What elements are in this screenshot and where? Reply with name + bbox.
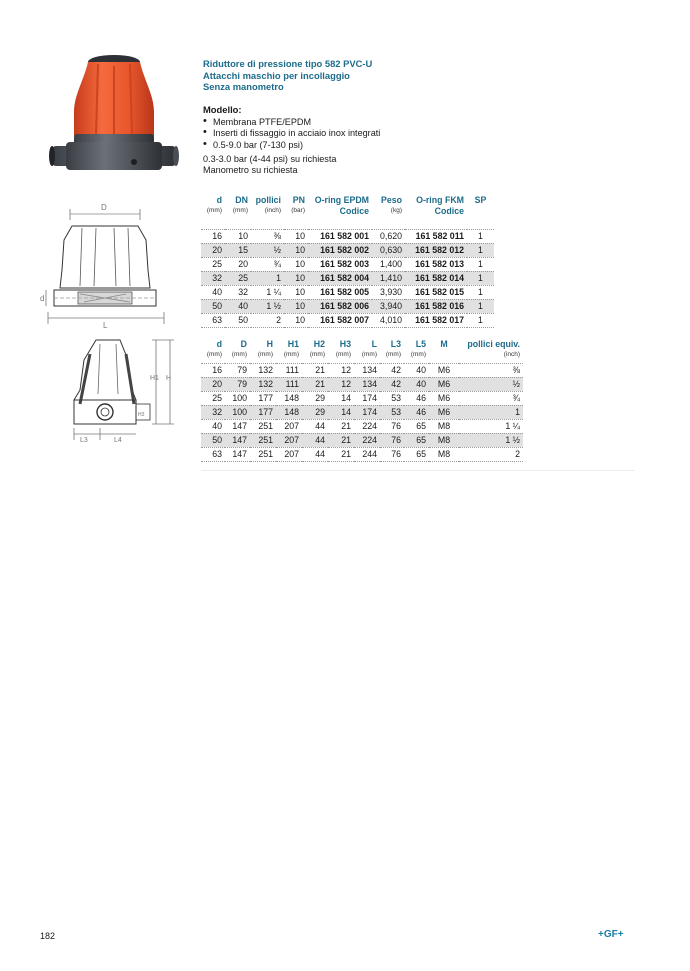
table-cell: 10 bbox=[295, 286, 305, 297]
table-cell: 76 bbox=[391, 448, 401, 459]
table-cell: 10 bbox=[284, 299, 308, 313]
feature-item: • Membrana PTFE/EPDM bbox=[203, 117, 503, 129]
col-header-H2: H2 (mm) bbox=[309, 339, 325, 358]
table-cell: M6 bbox=[429, 405, 459, 419]
table-cell: 147 bbox=[225, 433, 250, 447]
table-cell: 40 bbox=[212, 286, 222, 297]
table-cell: 40 bbox=[416, 364, 426, 375]
table-cell: M8 bbox=[429, 433, 459, 447]
model-label: Modello: bbox=[203, 103, 242, 115]
table-cell: 25 bbox=[212, 258, 222, 269]
table-cell: 46 bbox=[404, 405, 429, 419]
table-cell: 25 bbox=[225, 271, 251, 285]
col-header-pollici: pollici (inch) bbox=[255, 195, 281, 214]
table-cell: 0,620 bbox=[379, 230, 402, 241]
col-header-H: H (mm) bbox=[257, 339, 273, 358]
col-header-oring-fkm: O-ring FKM Codice bbox=[416, 195, 464, 216]
dimension-label-H: H bbox=[166, 375, 172, 382]
table-cell: 10 bbox=[284, 271, 308, 285]
col-header-d: d (mm) bbox=[206, 195, 222, 214]
section-divider bbox=[201, 470, 635, 471]
dimensions-table bbox=[201, 339, 523, 462]
table-cell: 207 bbox=[284, 448, 299, 459]
table-cell: ½ bbox=[251, 243, 284, 257]
table-cell: M8 bbox=[437, 420, 451, 431]
table-cell: 1 bbox=[467, 299, 494, 313]
dimension-label-H1: H1 bbox=[150, 375, 159, 382]
col-header-H3: H3 (mm) bbox=[335, 339, 351, 358]
table-cell: 224 bbox=[362, 420, 377, 431]
table-cell: 20 bbox=[201, 243, 225, 257]
table-cell: ¾ bbox=[273, 258, 281, 269]
table-cell: 0,630 bbox=[372, 243, 405, 257]
table-cell: 2 bbox=[276, 314, 281, 325]
table-row bbox=[201, 377, 523, 391]
table-cell: 3,940 bbox=[372, 299, 405, 313]
col-header-peso: Peso (kg) bbox=[380, 195, 402, 214]
dimension-label-D: D bbox=[101, 203, 107, 212]
table-row bbox=[201, 447, 523, 461]
table-cell: 251 bbox=[258, 448, 273, 459]
table-cell: 40 bbox=[212, 420, 222, 431]
table-cell: 161 582 003 bbox=[320, 258, 369, 269]
table-cell: ¾ bbox=[512, 392, 520, 403]
table-cell: 76 bbox=[380, 433, 404, 447]
table-cell: 2 bbox=[515, 448, 520, 459]
table-row bbox=[201, 257, 494, 271]
gf-logo: +GF+ bbox=[598, 929, 624, 940]
table-cell: 14 bbox=[341, 392, 351, 403]
table-cell: 161 582 001 bbox=[320, 230, 369, 241]
table-row bbox=[201, 405, 523, 419]
table-cell: 1 ¼ bbox=[505, 420, 520, 431]
table-cell: 161 582 012 bbox=[405, 243, 467, 257]
feature-list bbox=[203, 117, 503, 152]
table-cell: 111 bbox=[276, 377, 302, 391]
table-row bbox=[201, 363, 523, 377]
table-cell: 161 582 017 bbox=[415, 314, 464, 325]
table-cell: 65 bbox=[416, 448, 426, 459]
table-cell: 40 bbox=[404, 377, 429, 391]
table-cell: 53 bbox=[391, 392, 401, 403]
table-cell: 1 bbox=[467, 271, 494, 285]
table-cell: 161 582 007 bbox=[320, 314, 369, 325]
product-subtitle-gauge: Senza manometro bbox=[203, 81, 284, 93]
table-cell: 1 bbox=[478, 230, 483, 241]
table-cell: 161 582 016 bbox=[405, 299, 467, 313]
table-cell: 21 bbox=[315, 364, 325, 375]
table-row bbox=[201, 299, 494, 313]
table-row bbox=[201, 419, 523, 433]
table-cell: 20 bbox=[238, 258, 248, 269]
table-cell: M6 bbox=[437, 364, 451, 375]
table-cell: 132 bbox=[250, 377, 276, 391]
table-row bbox=[201, 285, 494, 299]
table-cell: 79 bbox=[237, 364, 247, 375]
table-cell: 10 bbox=[295, 314, 305, 325]
col-header-oring-epdm: O-ring EPDM Codice bbox=[314, 195, 369, 216]
table-cell: 161 582 011 bbox=[415, 230, 464, 241]
table-cell: M6 bbox=[429, 377, 459, 391]
table-cell: ⅜ bbox=[512, 364, 520, 375]
table-row bbox=[201, 391, 523, 405]
table-cell: 65 bbox=[416, 420, 426, 431]
table-cell: 53 bbox=[380, 405, 404, 419]
table-cell: 1 bbox=[478, 314, 483, 325]
table-cell: 134 bbox=[362, 364, 377, 375]
table-row bbox=[201, 313, 494, 327]
table-cell: 177 bbox=[250, 405, 276, 419]
table-cell: 50 bbox=[201, 433, 225, 447]
table-cell: 3,930 bbox=[379, 286, 402, 297]
technical-drawing-top bbox=[40, 198, 186, 332]
table-cell: 21 bbox=[328, 433, 354, 447]
table-cell: 1 ¼ bbox=[266, 286, 281, 297]
table-cell: 20 bbox=[201, 377, 225, 391]
table-cell: 224 bbox=[354, 433, 380, 447]
table-cell: 29 bbox=[302, 405, 328, 419]
table-cell: 1 bbox=[478, 286, 483, 297]
table-header-row bbox=[201, 195, 494, 229]
table-cell: 10 bbox=[295, 258, 305, 269]
col-header-pollici-equiv: pollici equiv. (inch) bbox=[467, 339, 520, 358]
table-cell: 12 bbox=[328, 377, 354, 391]
table-cell: 50 bbox=[238, 314, 248, 325]
table-cell: 10 bbox=[238, 230, 248, 241]
table-cell: 244 bbox=[362, 448, 377, 459]
table-cell: 1 ½ bbox=[251, 299, 284, 313]
table-cell: 16 bbox=[212, 364, 222, 375]
product-header bbox=[203, 58, 503, 176]
table-cell: 134 bbox=[354, 377, 380, 391]
table-cell: 207 bbox=[276, 433, 302, 447]
table-cell: 76 bbox=[391, 420, 401, 431]
table-cell: 63 bbox=[212, 314, 222, 325]
col-header-d: d (mm) bbox=[206, 339, 222, 358]
table-cell: 132 bbox=[258, 364, 273, 375]
col-header-M: M bbox=[440, 339, 448, 349]
note-gauge: Manometro su richiesta bbox=[203, 164, 298, 175]
col-header-pn: PN (bar) bbox=[291, 195, 305, 214]
table-cell: 21 bbox=[341, 448, 351, 459]
table-cell: 161 582 005 bbox=[320, 286, 369, 297]
table-cell: 63 bbox=[212, 448, 222, 459]
table-cell: 161 582 004 bbox=[308, 271, 372, 285]
table-cell: 1 ½ bbox=[459, 433, 523, 447]
table-cell: 161 582 014 bbox=[405, 271, 467, 285]
table-cell: 1 bbox=[459, 405, 523, 419]
table-cell: 21 bbox=[302, 377, 328, 391]
product-subtitle-connection: Attacchi maschio per incollaggio bbox=[203, 69, 350, 81]
dimension-label-H3: H3 bbox=[138, 412, 145, 418]
product-photo bbox=[44, 50, 184, 190]
table-cell: 65 bbox=[404, 433, 429, 447]
table-cell: 1 bbox=[251, 271, 284, 285]
table-cell: 1,410 bbox=[372, 271, 405, 285]
dimension-label-d: d bbox=[40, 294, 45, 303]
table-cell: 10 bbox=[295, 230, 305, 241]
table-cell: 44 bbox=[315, 448, 325, 459]
table-cell: 111 bbox=[285, 364, 299, 375]
table-cell: 251 bbox=[250, 433, 276, 447]
col-header-dn: DN (mm) bbox=[232, 195, 248, 214]
table-cell: 1 bbox=[478, 258, 483, 269]
table-cell: 147 bbox=[232, 420, 247, 431]
table-row bbox=[201, 271, 494, 285]
table-cell: 100 bbox=[232, 392, 247, 403]
table-cell: 44 bbox=[315, 420, 325, 431]
codes-table bbox=[201, 195, 494, 328]
table-cell: 161 582 002 bbox=[308, 243, 372, 257]
table-cell: 32 bbox=[201, 405, 225, 419]
table-cell: 42 bbox=[380, 377, 404, 391]
table-cell: 251 bbox=[258, 420, 273, 431]
col-header-H1: H1 (mm) bbox=[283, 339, 299, 358]
table-cell: 4,010 bbox=[379, 314, 402, 325]
table-cell: 177 bbox=[258, 392, 273, 403]
table-cell: 147 bbox=[232, 448, 247, 459]
table-cell: 32 bbox=[201, 271, 225, 285]
col-header-D: D (mm) bbox=[231, 339, 247, 358]
table-cell: 12 bbox=[341, 364, 351, 375]
table-cell: 46 bbox=[416, 392, 426, 403]
feature-item: • 0.5-9.0 bar (7-130 psi) bbox=[203, 140, 503, 152]
dimension-label-L3: L3 bbox=[80, 437, 88, 444]
note-pressure: 0.3-3.0 bar (4-44 psi) su richiesta bbox=[203, 153, 337, 164]
table-cell: 148 bbox=[284, 392, 299, 403]
table-cell: 1 bbox=[467, 243, 494, 257]
table-cell: M6 bbox=[437, 392, 451, 403]
table-cell: M8 bbox=[437, 448, 451, 459]
table-cell: 29 bbox=[315, 392, 325, 403]
col-header-L3: L3 (mm) bbox=[385, 339, 401, 358]
table-cell: 42 bbox=[391, 364, 401, 375]
feature-item: • Inserti di fissaggio in acciaio inox integrati bbox=[203, 128, 503, 140]
table-cell: 161 582 006 bbox=[308, 299, 372, 313]
table-cell: ½ bbox=[459, 377, 523, 391]
table-cell: 15 bbox=[225, 243, 251, 257]
table-cell: 148 bbox=[276, 405, 302, 419]
table-row bbox=[201, 433, 523, 447]
table-cell: 50 bbox=[201, 299, 225, 313]
table-cell: 1,400 bbox=[379, 258, 402, 269]
table-cell: 16 bbox=[212, 230, 222, 241]
table-cell: 207 bbox=[284, 420, 299, 431]
table-cell: ⅜ bbox=[273, 230, 281, 241]
table-row bbox=[201, 229, 494, 243]
table-cell: 14 bbox=[328, 405, 354, 419]
table-cell: 21 bbox=[341, 420, 351, 431]
table-header-row bbox=[201, 339, 523, 363]
table-cell: 161 582 015 bbox=[415, 286, 464, 297]
table-row bbox=[201, 243, 494, 257]
col-header-L: L (mm) bbox=[361, 339, 377, 358]
col-header-L5: L5 (mm) bbox=[410, 339, 426, 358]
table-cell: 174 bbox=[354, 405, 380, 419]
table-cell: 32 bbox=[238, 286, 248, 297]
table-cell: 25 bbox=[212, 392, 222, 403]
table-cell: 161 582 013 bbox=[415, 258, 464, 269]
table-cell: 40 bbox=[225, 299, 251, 313]
table-cell: 174 bbox=[362, 392, 377, 403]
table-cell: 44 bbox=[302, 433, 328, 447]
table-cell: 79 bbox=[225, 377, 250, 391]
dimension-label-L: L bbox=[103, 321, 108, 330]
page-number: 182 bbox=[40, 931, 56, 941]
product-title: Riduttore di pressione tipo 582 PVC-U bbox=[203, 58, 373, 69]
technical-drawing-side bbox=[40, 334, 186, 450]
dimension-label-L4: L4 bbox=[114, 437, 122, 444]
table-cell: 10 bbox=[284, 243, 308, 257]
col-header-sp: SP bbox=[474, 195, 487, 205]
table-cell: 100 bbox=[225, 405, 250, 419]
